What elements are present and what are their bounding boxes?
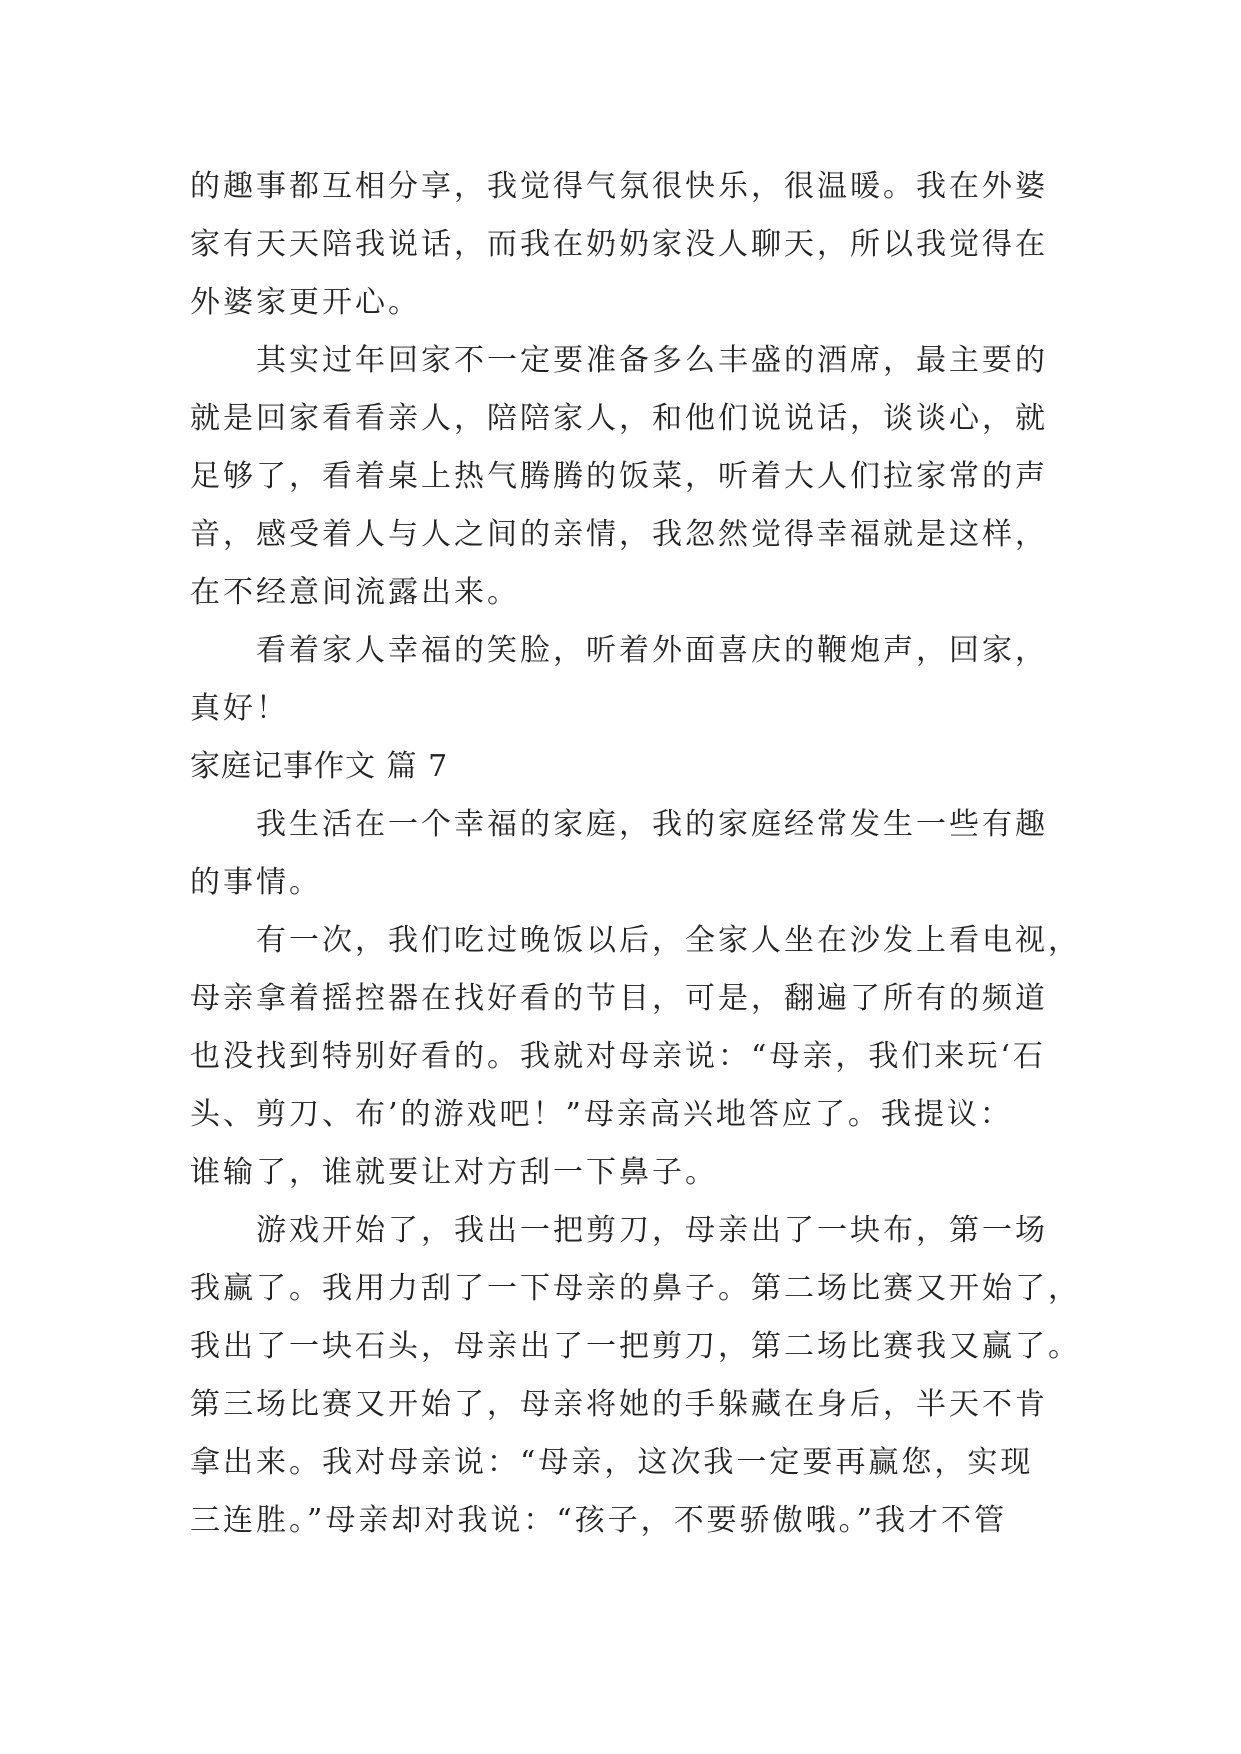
text-line: 谁输了，谁就要让对方刮一下鼻子。 — [190, 1155, 718, 1190]
text-line: 拿出来。我对母亲说：“母亲，这次我一定要再赢您，实现 — [190, 1445, 1034, 1480]
text-line: 的事情。 — [190, 865, 322, 900]
document-body — [190, 158, 1081, 1550]
text-line: 头、剪刀、布’的游戏吧！”母亲高兴地答应了。我提议： — [190, 1097, 1013, 1132]
text-line: 母亲拿着摇控器在找好看的节目，可是，翻遍了所有的频道 — [190, 981, 1048, 1016]
text-line: 在不经意间流露出来。 — [190, 575, 520, 610]
paragraph-start-line: 游戏开始了，我出一把剪刀，母亲出了一块布，第一场 — [256, 1213, 1048, 1248]
text-line: 也没找到特别好看的。我就对母亲说：“母亲，我们来玩‘石 — [190, 1039, 1046, 1074]
paragraph-start-line: 有一次，我们吃过晚饭以后，全家人坐在沙发上看电视， — [256, 923, 1081, 958]
paragraph-start-line: 看着家人幸福的笑脸，听着外面喜庆的鞭炮声，回家， — [256, 633, 1048, 668]
text-line: 家有天天陪我说话，而我在奶奶家没人聊天，所以我觉得在 — [190, 227, 1048, 262]
text-line: 音，感受着人与人之间的亲情，我忽然觉得幸福就是这样， — [190, 517, 1048, 552]
paragraph-start-line: 其实过年回家不一定要准备多么丰盛的酒席，最主要的 — [256, 343, 1048, 378]
text-line: 外婆家更开心。 — [190, 285, 421, 320]
text-line: 的趣事都互相分享，我觉得气氛很快乐，很温暖。我在外婆 — [190, 169, 1048, 204]
paragraph-start-line: 我生活在一个幸福的家庭，我的家庭经常发生一些有趣 — [256, 807, 1048, 842]
text-line: 第三场比赛又开始了，母亲将她的手躲藏在身后，半天不肯 — [190, 1387, 1048, 1422]
text-line: 真好！ — [190, 691, 289, 726]
text-line: 三连胜。”母亲却对我说：“孩子，不要骄傲哦。”我才不管 — [190, 1503, 1008, 1538]
text-line: 我出了一块石头，母亲出了一把剪刀，第二场比赛我又赢了。 — [190, 1329, 1081, 1364]
section-heading: 家庭记事作文 篇 7 — [190, 749, 449, 784]
text-line: 就是回家看看亲人，陪陪家人，和他们说说话，谈谈心，就 — [190, 401, 1048, 436]
text-line: 我赢了。我用力刮了一下母亲的鼻子。第二场比赛又开始了， — [190, 1271, 1081, 1306]
text-line: 足够了，看着桌上热气腾腾的饭菜，听着大人们拉家常的声 — [190, 459, 1048, 494]
